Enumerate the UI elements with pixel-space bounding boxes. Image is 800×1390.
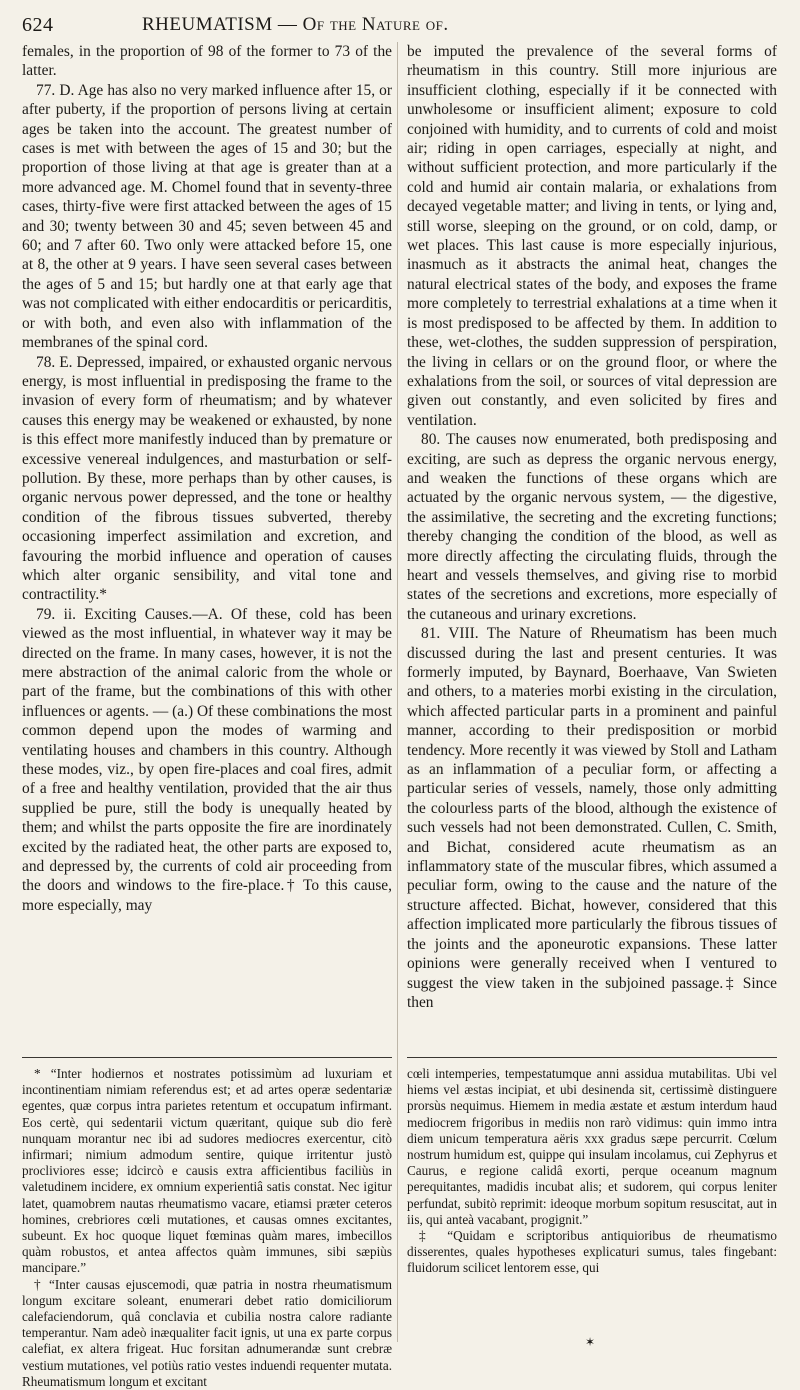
left-column [22, 42, 392, 915]
running-header [22, 10, 782, 36]
paragraph-79-cont: be imputed the prevalence of the several forms of rheumatism in this country. Still more injurious are insufficient clothing, especially if it be connected with unwholesome or insufficient aliment; exposure to cold conjoined with humidity, and to currents of cold and moist air; riding in open carriages, especially at night, and without sufficient protection, and more particularly if the cold and humid air contain malaria, or exhalations from decayed vegetable matter; and living in tents, or lying and, still worse, sleeping on the ground, or on cold, damp, or wet places. This last cause is more especially injurious, inasmuch as it abstracts the animal heat, changes the natural electrical states of the body, and exposes the frame more completely to terrestrial exhalations at a time when it is most predisposed to be affected by them. In addition to these, wet-clothes, the sudden suppression of perspiration, the living in cellars or on the ground floor, or where the exhalations from the soil, or sources of vital depression are given out constantly, and even solicited by fires and ventilation. [407, 43, 777, 429]
paragraph-79: 79. ii. Exciting Causes.—A. Of these, cold has been viewed as the most influential, in whatever way it may be directed on the frame. In many cases, however, it is not the mere abstraction of the animal caloric from the whole or part of the frame, but the combinations of this with other influences or agents. — (a.) Of these combinations the most common depend upon the modes of warming and ventilating houses and chambers in this country. Although these modes, viz., by open fire-places and coal fires, admit of a free and healthy ventilation, provided that the air thus supplied be pure, still the body is unequally heated by them; and whilst the parts opposite the fire are inordinately excited by the radiated heat, the other parts are exposed to, and depressed by, the currents of cold air proceeding from the doors and windows to the fire-place.† To this cause, more especially, may [22, 605, 392, 914]
right-column [407, 42, 777, 1012]
footnote-dagger-cont: cœli intemperies, tempestatumque anni assidua mutabilitas. Ubi vel hiems vel æstas incipiat, et ubi desinenda sit, certissimè distinguere prorsùs nequimus. Hiemem in media æstate et æstum interdum haud mediocrem frigoribus in mediis non rarò vidimus: quin immo intra diem unicum temperatura aëris xxx gradus sæpe percurrit. Cœlum nostrum humidum est, quippe qui insulam incolamus, cui Zephyrus et Caurus, e regione calidâ exorti, perque oceanum magnum perequitantes, madidis incubat alis; et sudorem, qui corpus leniter perfundat, subitò reprimit: ideoque morbum sopitum resuscitat, aut in iis, qui anteà vacabant, progignit.” [407, 1066, 777, 1227]
running-title-sub: Of the Nature of. [302, 14, 449, 35]
footnote-star: * “Inter hodiernos et nostrates potissimùm ad luxuriam et incontinentiam nimiam referendus est; et ad artes operæ sedentariæ egentes, quæ corpus intra parietes retentum et occupatum infirmant. Eos certè, qui sedentarii victum quæritant, quique sub dio ferè nunquam morantur nec ibi ad sudores mediocres exercentur, citò infirmari; nimium admodum sentire, quique irritentur justò procliviores esse; idcircò e causis extra afficientibus faciliùs in valetudinem incidere, ex omnium experientiâ satis constat. Nec igitur latet, quamobrem nautas rheumatismo vacare, etiamsi præter ceteros homines, crebriores cœli mutationes, et causas omnes excitantes, subeunt. Ex hoc quoque liquet fœminas quàm mares, imbecillos quàm robustos, et antea affectos quàm immunes, sibi sæpiùs mancipare.” [22, 1066, 392, 1276]
left-footnotes [22, 1066, 392, 1390]
paragraph-76-end: females, in the proportion of 98 of the former to 73 of the latter. [22, 43, 392, 80]
footnote-double-dagger: ‡ “Quidam e scriptoribus antiquioribus de rheumatismo disserentes, quales hypotheses explicaturi sumus, tales fingebant: fluidorum scilicet lentorem esse, qui [407, 1228, 777, 1276]
footnote-rule-right [407, 1057, 777, 1058]
right-footnotes [407, 1066, 777, 1277]
signature-mark: ✶ [585, 1335, 596, 1349]
footnote-dagger: † “Inter causas ejuscemodi, quæ patria in nostra rheumatismum longum excitare soleant, enumerari debet ratio domiciliorum calefaciendorum, quâ conclavia et cubilia nostra calore radiante temperantur. Nam adeò inæqualiter facit ignis, ut una ex parte corpus calefiat, ex altera frigeat. Huc forsitan adnumerandæ sunt crebræ vestium mutationes, vel potiùs ratio vestes induendi requenter mutata. Rheumatismum longum et excitant [22, 1276, 392, 1389]
page-number: 624 [22, 14, 54, 36]
footnote-rule-left [22, 1057, 392, 1058]
paragraph-78: 78. E. Depressed, impaired, or exhausted organic nervous energy, is most influential in predisposing the frame to the invasion of every form of rheumatism; and by whatever causes this energy may be weakened or exhausted, by none is this effect more manifestly induced than by premature or excessive venereal indulgences, and masturbation or self-pollution. By these, more perhaps than by other causes, is organic nervous power depressed, and the tone or healthy condition of the fibrous tissues subverted, thereby occasioning imperfect assimilation and excretion, and favouring the morbid influence and operation of causes which alter organic sensibility, and vital tone and contractility.* [22, 353, 392, 604]
paragraph-81: 81. VIII. The Nature of Rheumatism has been much discussed during the last and present centuries. It was formerly imputed, by Baynard, Boerhaave, Van Swieten and others, to a materies morbi existing in the circulation, which affected particular parts in a prominent and painful manner, according to their predisposition or morbid tendency. More recently it was viewed by Stoll and Latham as an inflammation of a peculiar form, or affecting a particular series of vessels, namely, those only admitting the colourless parts of the blood, although the existence of such vessels had not been demonstrated. Cullen, C. Smith, and Bichat, considered acute rheumatism as an inflammatory state of the muscular fibres, which assumed a peculiar form, owing to the cause and the nature of the structure affected. Bichat, however, considered that this affection implicated more particularly the fibrous tissues of the joints and the aponeurotic expansions. These latter opinions were generally received when I ventured to suggest the view taken in the subjoined passage.‡ Since then [407, 625, 777, 1011]
paragraph-80: 80. The causes now enumerated, both predisposing and exciting, are such as depress the organic nervous energy, and weaken the functions of these organs which are actuated by the organic nervous system, — the digestive, the assimilative, the secreting and the excreting functions; thereby changing the condition of the blood, as well as more directly affecting the circulating fluids, through the heart and vessels themselves, and giving rise to morbid states of the secretions and excretions, more especially of the cutaneous and urinary excretions. [407, 431, 777, 623]
paragraph-77: 77. D. Age has also no very marked influence after 15, or after puberty, if the proportion of persons living at certain ages be taken into the account. The greatest number of cases is met with between the ages of 15 and 30; but the proportion of those living at that age is greater than at a more advanced age. M. Chomel found that in seventy-three cases, thirty-five were first attacked between the ages of 15 and 30; twenty between 30 and 45; seven between 45 and 60; and 7 after 60. Two only were attacked before 15, one at 8, the other at 9 years. I have seen several cases between the ages of 5 and 15; but hardly one at that early age that was not complicated with either endocarditis or pericarditis, or with both, and even also with inflammation of the membranes of the spinal cord. [22, 81, 392, 352]
running-title-main: RHEUMATISM — [142, 14, 303, 35]
running-title [142, 14, 449, 36]
column-divider [397, 42, 398, 1342]
